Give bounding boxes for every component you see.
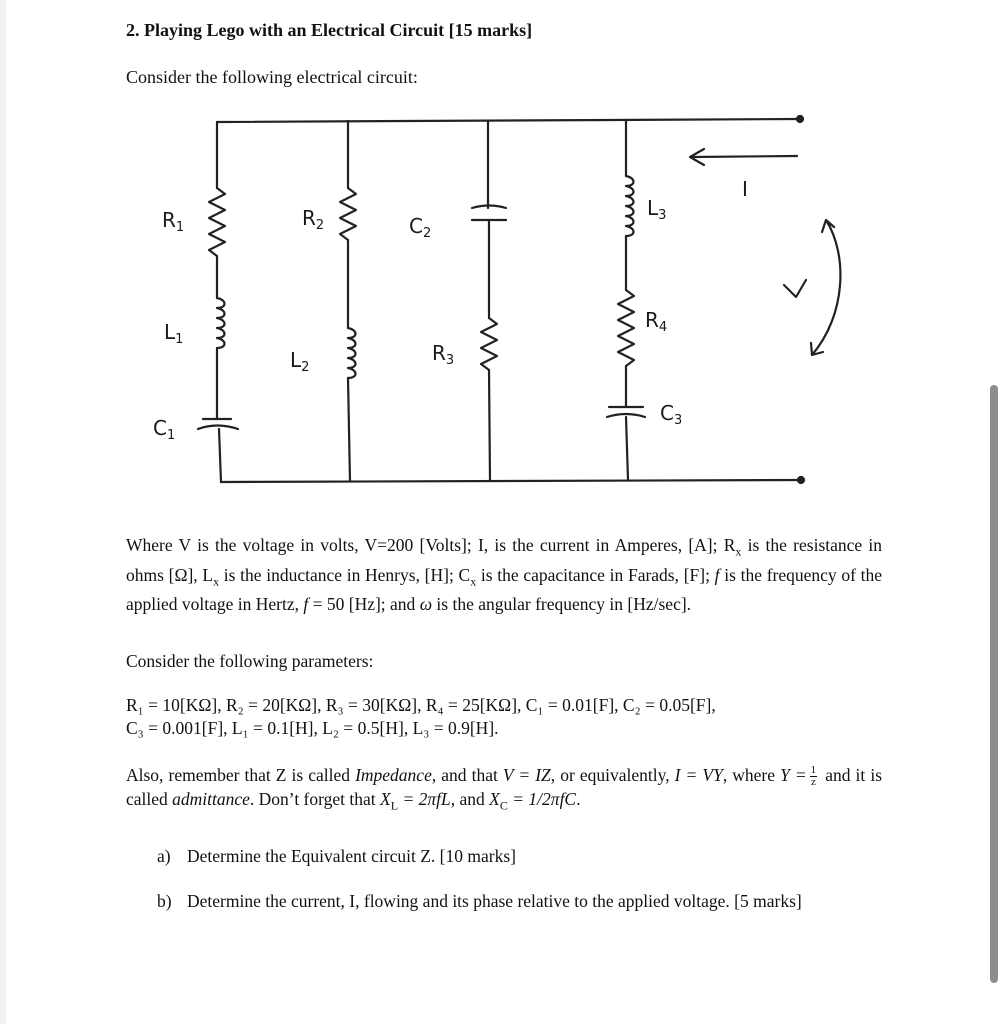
current-arrow bbox=[690, 149, 797, 165]
resistor-r2 bbox=[340, 188, 356, 240]
parameters-intro: Consider the following parameters: bbox=[126, 651, 374, 671]
top-terminal bbox=[797, 116, 803, 122]
resistor-r4 bbox=[618, 290, 634, 366]
label-r2: $R_2$ bbox=[302, 206, 325, 233]
inductor-l1 bbox=[217, 298, 225, 348]
top-wire bbox=[217, 119, 800, 122]
label-l1: $L_1$ bbox=[164, 320, 184, 347]
label-l3: $L_3$ bbox=[647, 196, 667, 223]
label-current: I bbox=[742, 177, 748, 201]
label-c2: $C_2$ bbox=[409, 214, 432, 241]
parameters-line-1: R₁ = 10[KΩ], R₂ = 20[KΩ], R₃ = 30[KΩ], R₄ = 25[KΩ], C₁ = 0.01[F], C₂ = 0.05[F], bbox=[126, 695, 716, 715]
label-c3: $C_3$ bbox=[660, 401, 683, 428]
question-a: a) Determine the Equivalent circuit Z. [10 marks] bbox=[157, 846, 516, 866]
bottom-wire bbox=[221, 480, 801, 482]
branch3-wire-bottom bbox=[489, 370, 490, 481]
inductor-l3 bbox=[626, 176, 634, 236]
label-r1: $R_1$ bbox=[162, 208, 185, 235]
voltage-arc bbox=[811, 220, 840, 355]
intro-text: Consider the following electrical circuit: bbox=[126, 67, 418, 87]
label-r3: $R_3$ bbox=[432, 341, 455, 368]
bottom-terminal bbox=[798, 477, 804, 483]
fraction-1-over-z: $\frac{1}{z}$ bbox=[810, 764, 817, 789]
branch4-wire-bottom bbox=[626, 417, 628, 480]
parameters-list bbox=[126, 694, 882, 740]
resistor-r3 bbox=[481, 318, 497, 370]
resistor-r1 bbox=[209, 188, 225, 256]
branch1-wire-bottom bbox=[219, 429, 221, 482]
branch2-wire-bottom bbox=[348, 378, 350, 481]
label-r4: $R_4$ bbox=[645, 308, 668, 335]
impedance-paragraph: Also, remember that Z is called Impedance, and that V = IZ, or equivalently, I = VY, where Y = $\frac{1}{z}$ and it is called admittance. Don’t forget that $X_L = 2\pi fL$, and $X_C = 1/2\pi fC$. bbox=[126, 764, 882, 813]
label-c1: $C_1$ bbox=[153, 416, 176, 443]
label-l2: $L_2$ bbox=[290, 348, 310, 375]
question-title: 2. Playing Lego with an Electrical Circuit [15 marks] bbox=[126, 20, 533, 40]
definitions-paragraph: Where V is the voltage in volts, V=200 [Volts]; I, is the current in Amperes, [A]; $R_x$ is the resistance in ohms [Ω], $L_x$ is the inductance in Henrys, [H]; $C_x$ is the capacitance in Farads, [F]; f is the frequency of the applied voltage in Hertz, f = 50 [Hz]; and ω is the angular frequency in [Hz/sec]. bbox=[126, 535, 883, 614]
circuit-diagram bbox=[0, 0, 1007, 500]
question-b: b) Determine the current, I, flowing and its phase relative to the applied voltage. [5 marks] bbox=[157, 891, 802, 911]
parameters-line-2: C₃ = 0.001[F], L₁ = 0.1[H], L₂ = 0.5[H], L₃ = 0.9[H]. bbox=[126, 718, 499, 738]
capacitor-c1-plate-bottom bbox=[198, 426, 238, 430]
inductor-l2 bbox=[348, 328, 356, 378]
